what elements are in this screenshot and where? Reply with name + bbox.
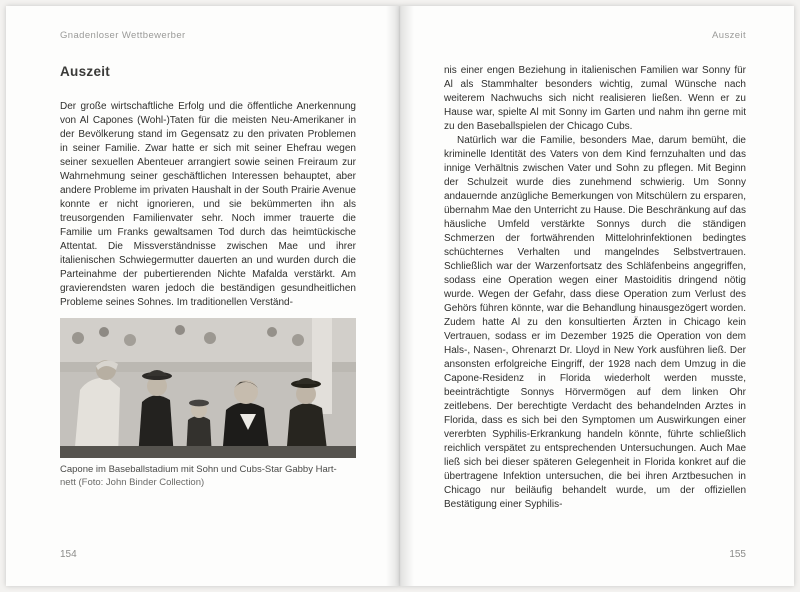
chapter-heading: Auszeit: [60, 64, 111, 79]
paragraph: Der große wirtschaftliche Erfolg und die öffentliche Anerkennung von Al Capones (Wohl-)Taten für die meisten Neu-Amerikaner in der Bevölkerung stand im Gegensatz zu den privaten Problemen in seiner Familie. Zwar hatte er sich mit seiner Ehefrau wegen seiner sexuellen Abenteuer arrangiert sowie seinen Freiraum zur Wahrnehmung seiner geschäftlichen Interessen behauptet, aber andere Probleme im privaten Haushalt in der South Prairie Avenue konnte er nicht ignorieren, und sie bekümmerten ihn als treusorgenden Familienvater sehr. Noch immer trauerte die Familie um Franks gewaltsamen Tod durch das heimtückische Attentat. Die Missverständnisse zwischen Mae und ihrer italienischen Schwiegermutter dauerten an und wurden durch die Parteinahme der pubertierenden Nichte Mafalda verstärkt. Am gravierendsten waren jedoch die beständigen gesundheitlichen Probleme seines Sohnes. Im traditionellen Verständ-: [60, 101, 356, 308]
page-left: [6, 6, 400, 586]
paragraph: nis einer engen Beziehung in italienischen Familien war Sonny für Al als Stammhalter besonders wichtig, zumal Wünsche nach weiterem Nachwuchs sich nicht realisieren ließen. Wenn er zu Hause war, spielte Al mit Sonny im Garten und nahm ihn gerne mit zu den Baseballspielen der Chicago Cubs.: [444, 65, 746, 132]
page-number-left: 154: [60, 549, 77, 560]
capone-baseball-photo: [60, 318, 356, 458]
page-right: [400, 6, 794, 586]
running-head-left: Gnadenloser Wettbewerber: [60, 30, 186, 41]
body-text-right: [444, 64, 746, 512]
photo-caption-line2: nett (Foto: John Binder Collection): [60, 476, 205, 488]
photo-caption-line1: Capone im Baseballstadium mit Sohn und Cubs-Star Gabby Hart-: [60, 464, 337, 475]
photo-figure: [60, 318, 356, 489]
photo-caption: [60, 464, 356, 489]
page-number-right: 155: [729, 549, 746, 560]
running-head-right: Auszeit: [712, 30, 746, 41]
body-text-left: [60, 100, 356, 489]
paragraph: Natürlich war die Familie, besonders Mae, darum bemüht, die kriminelle Identität des Vaters von dem Kind fernzuhalten und das innige Verhältnis zwischen Vater und Sohn zu pflegen. Mit Beginn der Schulzeit wurde dies zunehmend schwierig. Um Sonny andauernde anzügliche Bemerkungen von Mitschülern zu ersparen, übernahm Mae den Unterricht zu Hause. Die Beschränkung auf das häusliche Umfeld verstärkte Sonnys durch die ständigen Schmerzen der fortwährenden Mittelohrinfektionen bedingtes schüchternes Verhalten und mangelndes Selbstvertrauen. Schließlich war der Warzenfortsatz des Schläfenbeins angegriffen, sodass eine Operation wegen einer Mastoiditis dringend nötig wurde. Wegen der Gefahr, dass diese Operation zum Verlust des Gehörs führen könnte, war die Behandlung hinausgezögert worden. Zudem hatte Al zu den konsultierten Ärzten in Chicago kein Vertrauen, sodass er im Dezember 1925 die Operation von dem Hals-, Nasen-, Ohrenarzt Dr. Lloyd in New York ausführen ließ. Der ansonsten erfolgreiche Eingriff, der 1928 nach dem Umzug in die Capone-Residenz in Florida wiederholt werden musste, beeinträchtigte Sonnys Hörvermögen auf dem linken Ohr zeitlebens. Der berechtigte Verdacht des behandelnden Arztes in Florida, dass es sich bei den Symptomen um Auswirkungen einer vererbten Syphilis-Erkrankung handeln könnte, führte schließlich reichlich verspätet zu entsprechenden Untersuchungen. Auch Mae ließ sich bei dieser späteren Gelegenheit in Florida konkret auf die übertragene Infektion untersuchen, die bei ihren Arztbesuchen in Chicago nur beiläufig behandelt wurde, um der offiziellen Bestätigung einer Syphilis-: [444, 135, 746, 510]
